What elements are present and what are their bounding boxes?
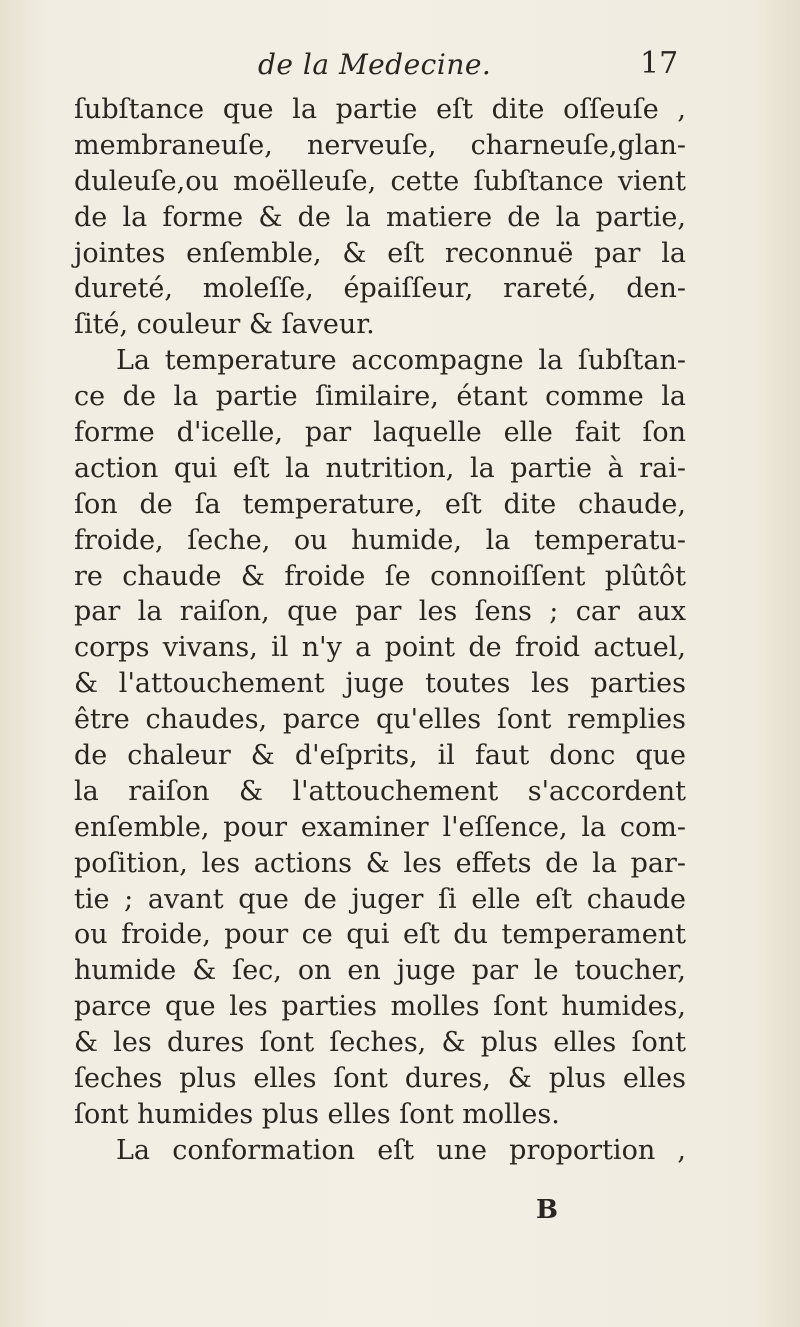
text-line: ſont humides plus elles ſont molles. (74, 1098, 560, 1130)
text-line: ſubſtance que la partie eſt dite oſſeuſe , (74, 94, 686, 125)
text-line: froide, ſeche, ou humide, la temperatu- (74, 524, 686, 556)
text-line: re chaude & froide ſe connoiſſent plûtôt (74, 560, 686, 592)
text-line: ou froide, pour ce qui eſt du temperament (74, 919, 686, 951)
text-line: jointes enſemble, & eſt reconnuë par la (74, 237, 686, 269)
text-line: par la raiſon, que par les ſens ; car aux (74, 596, 686, 628)
text-line: être chaudes, parce qu'elles ſont remplies (74, 704, 686, 736)
text-line: ſité, couleur & ſaveur. (74, 309, 375, 341)
text-line: tie ; avant que de juger ſi elle eſt chaude (74, 883, 686, 915)
text-line: duleuſe,ou moëlleuſe, cette ſubſtance vient (74, 165, 686, 197)
text-line: enſemble, pour examiner l'eſſence, la com- (74, 811, 686, 843)
text-line: membraneuſe, nerveuſe, charneuſe,glan- (74, 129, 686, 161)
page-number: 17 (640, 46, 679, 81)
page-header (0, 48, 800, 88)
text-line: corps vivans, il n'y a point de froid actuel, (74, 632, 686, 664)
running-head: de la Medecine. (258, 48, 492, 81)
paragraph-start-line: La conformation eſt une proportion , (116, 1134, 686, 1166)
text-line: dureté, moleſſe, épaiſſeur, rareté, den- (74, 273, 686, 305)
text-line: action qui eſt la nutrition, la partie à rai- (74, 452, 686, 484)
text-line: forme d'icelle, par laquelle elle fait ſon (74, 417, 686, 449)
body-text (74, 92, 686, 1169)
text-line: de chaleur & d'eſprits, il faut donc que (74, 740, 686, 772)
text-line: poſition, les actions & les effets de la par- (74, 847, 686, 879)
text-line: & les dures ſont ſeches, & plus elles ſont (74, 1027, 686, 1059)
text-line: de la forme & de la matiere de la partie, (74, 201, 686, 233)
text-line: humide & ſec, on en juge par le toucher, (74, 955, 686, 987)
text-line: ce de la partie ſimilaire, étant comme la (74, 381, 686, 413)
text-line: la raiſon & l'attouchement s'accordent (74, 775, 686, 807)
text-line: parce que les parties molles ſont humides, (74, 991, 686, 1023)
text-line: ſon de ſa temperature, eſt dite chaude, (74, 488, 686, 520)
text-line: ſeches plus elles ſont dures, & plus elles (74, 1063, 686, 1095)
text-line: & l'attouchement juge toutes les parties (74, 668, 686, 700)
signature-mark: B (536, 1195, 558, 1225)
paragraph-start-line: La temperature accompagne la ſubſtan- (116, 345, 686, 377)
